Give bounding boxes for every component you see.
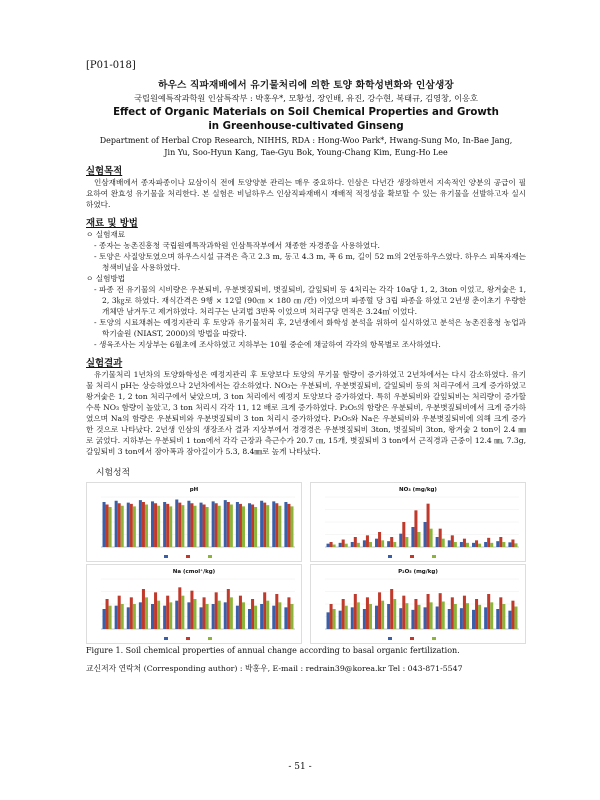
- methods-item: - 토양의 시료채취는 예정지관리 후 토양과 유기물처리 후, 2년생에서 화학성 분석을 위하여 실시하였고 분석은 농촌진흥청 농업과학기술원 (NIAST, 2000)의 방법을 따랐다.: [94, 318, 526, 338]
- bar-preparation: [127, 503, 130, 547]
- bar-preparation: [363, 540, 366, 547]
- bar-2nd: [333, 545, 336, 548]
- bar-2nd: [266, 505, 269, 547]
- bar-preparation: [424, 522, 427, 547]
- bar-1st: [251, 505, 254, 548]
- bar-preparation: [175, 500, 178, 548]
- authors-korean: 국립원예특작과학원 인삼특작부 : 박홍우*, 모황성, 장인배, 유진, 강수현, 복태규, 김영창, 이응호: [134, 93, 478, 103]
- legend-swatch: [432, 637, 436, 640]
- bar-preparation: [363, 609, 366, 629]
- bar-2nd: [357, 602, 360, 629]
- bar-preparation: [339, 543, 342, 547]
- figure-label: 시험성적: [96, 468, 130, 478]
- bar-1st: [154, 503, 157, 547]
- bar-2nd: [169, 506, 172, 547]
- bar-2nd: [514, 607, 517, 630]
- bar-1st: [427, 504, 430, 547]
- bar-1st: [366, 535, 369, 547]
- bar-preparation: [103, 609, 106, 629]
- bar-preparation: [115, 606, 118, 629]
- bar-1st: [287, 504, 290, 547]
- bar-2nd: [417, 532, 420, 547]
- bar-2nd: [454, 542, 457, 547]
- bar-2nd: [181, 505, 184, 547]
- bar-preparation: [224, 602, 227, 629]
- bar-2nd: [193, 506, 196, 547]
- bar-preparation: [351, 607, 354, 629]
- bar-preparation: [115, 501, 118, 547]
- bar-1st: [178, 587, 181, 629]
- bar-2nd: [145, 597, 148, 629]
- legend-swatch: [410, 637, 414, 640]
- title-korean: 하우스 직파재배에서 유기물처리에 의한 토양 화학성변화와 인삼생장: [158, 80, 454, 91]
- figure-caption: Figure 1. Soil chemical properties of annual change according to basal organic fertilization.: [86, 646, 460, 655]
- bar-1st: [342, 540, 345, 548]
- bar-2nd: [193, 599, 196, 629]
- bar-1st: [215, 592, 218, 629]
- page-number: - 51 -: [288, 762, 312, 772]
- bar-2nd: [157, 601, 160, 629]
- bar-1st: [354, 594, 357, 629]
- bar-2nd: [133, 506, 136, 547]
- bar-1st: [142, 589, 145, 629]
- corresponding-author: 교신저자 연락처 (Corresponding author) : 박홍우, E-mail : redrain39@korea.kr Tel : 043-871-5547: [86, 664, 463, 673]
- bar-2nd: [502, 542, 505, 547]
- bar-preparation: [236, 502, 239, 547]
- bar-1st: [499, 597, 502, 629]
- bar-preparation: [484, 542, 487, 547]
- bar-2nd: [502, 604, 505, 629]
- bar-preparation: [139, 602, 142, 629]
- legend-swatch: [208, 637, 212, 640]
- bar-2nd: [333, 609, 336, 629]
- bar-1st: [330, 604, 333, 629]
- chart-svg: [87, 565, 301, 643]
- bar-preparation: [327, 544, 330, 547]
- affiliation-english: Department of Herbal Crop Research, NIHHS, RDA : Hong-Woo Park*, Hwang-Sung Mo, In-Bae Jang,: [99, 136, 513, 145]
- bar-2nd: [266, 601, 269, 629]
- bar-preparation: [508, 611, 511, 629]
- bar-1st: [499, 537, 502, 547]
- materials-heading: 재료 및 방법: [86, 218, 138, 229]
- bar-1st: [130, 597, 133, 629]
- bar-preparation: [236, 606, 239, 629]
- bar-1st: [487, 538, 490, 547]
- bar-2nd: [218, 506, 221, 547]
- bar-1st: [511, 540, 514, 548]
- bar-preparation: [260, 501, 263, 547]
- bar-2nd: [405, 603, 408, 629]
- bar-1st: [414, 510, 417, 547]
- bar-1st: [239, 596, 242, 629]
- bar-2nd: [145, 505, 148, 548]
- bar-preparation: [375, 606, 378, 629]
- bar-1st: [451, 597, 454, 629]
- bar-preparation: [327, 612, 330, 629]
- methods-item: - 생육조사는 지상부는 6월초에 조사하였고 지하부는 10월 중순에 채굴하여 각각의 항목별로 조사하였다.: [94, 340, 441, 349]
- bar-2nd: [514, 543, 517, 547]
- bar-2nd: [109, 507, 112, 547]
- bar-preparation: [151, 604, 154, 629]
- paper-page: [86, 60, 526, 674]
- legend-swatch: [186, 637, 190, 640]
- bar-preparation: [472, 610, 475, 629]
- bar-2nd: [393, 542, 396, 547]
- bar-1st: [402, 522, 405, 547]
- bar-preparation: [339, 611, 342, 629]
- bar-2nd: [278, 602, 281, 629]
- legend-swatch: [164, 637, 168, 640]
- paper-code: [P01-018]: [86, 60, 136, 71]
- chart-svg: [311, 565, 525, 643]
- bar-1st: [263, 592, 266, 629]
- bar-2nd: [290, 506, 293, 547]
- bar-preparation: [387, 541, 390, 547]
- bar-1st: [142, 502, 145, 547]
- bar-2nd: [490, 602, 493, 629]
- bar-preparation: [496, 609, 499, 629]
- bar-1st: [487, 594, 490, 629]
- bar-preparation: [103, 502, 106, 547]
- methods-bullet: ㅇ 실험방법: [86, 274, 126, 283]
- bar-1st: [463, 596, 466, 629]
- bar-2nd: [381, 601, 384, 629]
- bar-2nd: [230, 505, 233, 548]
- bar-2nd: [357, 543, 360, 547]
- bar-1st: [239, 504, 242, 547]
- materials-bullet: ㅇ 실험재료: [86, 230, 126, 239]
- bar-preparation: [448, 609, 451, 629]
- chart-title: Na (cmol⁺/kg): [172, 569, 216, 575]
- bar-preparation: [411, 527, 414, 547]
- bar-1st: [227, 502, 230, 547]
- chart-svg: [311, 483, 525, 561]
- bar-2nd: [254, 606, 257, 629]
- bar-2nd: [466, 543, 469, 547]
- legend-swatch: [432, 555, 436, 558]
- bar-1st: [342, 599, 345, 629]
- bar-1st: [118, 503, 121, 547]
- title-english-line2: in Greenhouse-cultivated Ginseng: [208, 121, 404, 132]
- bar-preparation: [460, 608, 463, 629]
- bar-preparation: [472, 543, 475, 547]
- bar-1st: [166, 504, 169, 547]
- bar-1st: [118, 596, 121, 629]
- bar-1st: [190, 591, 193, 629]
- bar-1st: [366, 597, 369, 629]
- chart-na: [86, 564, 302, 644]
- bar-2nd: [345, 606, 348, 629]
- bar-1st: [402, 596, 405, 629]
- legend-swatch: [186, 555, 190, 558]
- bar-1st: [251, 599, 254, 629]
- bar-preparation: [212, 604, 215, 629]
- bar-preparation: [387, 604, 390, 629]
- bar-preparation: [436, 537, 439, 547]
- bar-2nd: [121, 604, 124, 629]
- legend-swatch: [410, 555, 414, 558]
- bar-2nd: [478, 544, 481, 547]
- bar-preparation: [460, 542, 463, 547]
- figure-panel: [86, 482, 526, 642]
- bar-1st: [427, 594, 430, 629]
- bar-2nd: [381, 540, 384, 547]
- bar-preparation: [248, 609, 251, 629]
- bar-preparation: [272, 501, 275, 547]
- bar-2nd: [430, 602, 433, 629]
- bar-preparation: [399, 608, 402, 629]
- bar-preparation: [151, 501, 154, 547]
- bar-1st: [378, 592, 381, 629]
- bar-2nd: [369, 604, 372, 629]
- purpose-heading: 실험목적: [86, 166, 123, 177]
- bar-1st: [275, 594, 278, 629]
- bar-preparation: [375, 539, 378, 547]
- bar-1st: [354, 537, 357, 547]
- bar-preparation: [212, 501, 215, 547]
- bar-preparation: [127, 607, 130, 629]
- bar-2nd: [242, 602, 245, 629]
- bar-2nd: [345, 544, 348, 547]
- chart-title: NO₃ (mg/kg): [399, 487, 437, 493]
- bar-2nd: [278, 506, 281, 547]
- bar-1st: [511, 601, 514, 629]
- bar-2nd: [454, 604, 457, 629]
- bar-2nd: [242, 506, 245, 547]
- bar-preparation: [139, 500, 142, 547]
- bar-2nd: [417, 605, 420, 629]
- bar-preparation: [260, 604, 263, 629]
- materials-item: - 종자는 농촌진흥청 국립원예특작과학원 인삼특작부에서 채종한 자경종을 사용하였다.: [94, 241, 380, 250]
- bar-preparation: [284, 502, 287, 547]
- bar-2nd: [206, 604, 209, 629]
- bar-2nd: [430, 529, 433, 547]
- bar-2nd: [230, 597, 233, 629]
- bar-1st: [106, 505, 109, 548]
- bar-1st: [263, 503, 266, 547]
- bar-preparation: [224, 500, 227, 547]
- chart-title: pH: [189, 487, 199, 493]
- bar-1st: [475, 540, 478, 547]
- bar-2nd: [290, 604, 293, 629]
- bar-1st: [439, 529, 442, 547]
- bar-1st: [190, 503, 193, 547]
- bar-preparation: [351, 542, 354, 547]
- bar-preparation: [411, 610, 414, 629]
- chart-p2o5: [310, 564, 526, 644]
- bar-1st: [215, 503, 218, 547]
- results-heading: 실험결과: [86, 358, 123, 369]
- bar-2nd: [405, 537, 408, 547]
- bar-1st: [451, 535, 454, 547]
- bar-1st: [330, 542, 333, 547]
- bar-2nd: [478, 605, 481, 629]
- bar-preparation: [424, 607, 427, 629]
- bar-2nd: [109, 606, 112, 629]
- bar-2nd: [133, 604, 136, 629]
- chart-no3: [310, 482, 526, 562]
- bar-1st: [203, 597, 206, 629]
- methods-item: - 파종 전 유기물의 시비량은 우분퇴비, 우분볏짚퇴비, 볏짚퇴비, 갈잎퇴비 등 4처리는 각각 10a당 1, 2, 3ton 이었고, 왕겨숯은 1, 2, 3㎏로 하였다. 재식간격은 9행 × 12열 (90㎝ × 180 ㎝ /칸) 이었으며 파종혈 당 3립 파종을 하였고 2년생 춘이초기 우량한 개체만 남겨두고 제거하였다. 처리구는 난괴법 3반복 이었으며 처리구당 면적은 3.24㎡ 이었다.: [94, 285, 526, 316]
- legend-swatch: [388, 637, 392, 640]
- bar-1st: [390, 589, 393, 629]
- bar-preparation: [163, 502, 166, 547]
- bar-1st: [106, 599, 109, 629]
- bar-1st: [154, 592, 157, 629]
- bar-2nd: [466, 603, 469, 629]
- bar-2nd: [206, 507, 209, 547]
- bar-2nd: [254, 507, 257, 547]
- bar-2nd: [442, 602, 445, 630]
- bar-2nd: [369, 542, 372, 547]
- title-english-line1: Effect of Organic Materials on Soil Chemical Properties and Growth: [113, 107, 499, 118]
- bar-1st: [130, 504, 133, 547]
- bar-1st: [227, 589, 230, 629]
- chart-ph: [86, 482, 302, 562]
- bar-2nd: [490, 543, 493, 547]
- bar-preparation: [163, 606, 166, 629]
- legend-swatch: [388, 555, 392, 558]
- bar-preparation: [200, 503, 203, 547]
- bar-preparation: [496, 541, 499, 547]
- legend-swatch: [164, 555, 168, 558]
- bar-preparation: [284, 607, 287, 629]
- bar-2nd: [157, 506, 160, 547]
- bar-preparation: [508, 542, 511, 547]
- bar-2nd: [169, 602, 172, 629]
- bar-preparation: [187, 501, 190, 547]
- bar-preparation: [272, 606, 275, 629]
- bar-1st: [390, 537, 393, 547]
- bar-preparation: [448, 540, 451, 547]
- results-text: 유기물처리 1년차의 토양화학성은 예정지관리 후 토양보다 토양의 무기물 함량이 증가하였고 2년차에서는 다시 감소하였다. 유기물 처리시 pH는 상승하였으나 2년차에서는 감소하였다. NO₃는 우분퇴비, 우분볏짚퇴비, 갈잎퇴비 등의 처리구에서 크게 증가하였고 왕겨숯은 1, 2 ton 처리구에서 낮았으며, 3 ton 처리에서 예정지 토양보다 증가하였다. 특히 우분퇴비와 갈잎퇴비는 처리량이 증가할수록 NO₃ 함량이 높았고, 3 ton 처리시 각각 11, 12 배로 크게 증가하였다. P₂O₅의 함량은 우분퇴비, 우분볏짚퇴비에서 크게 증가하였으며 Na의 함량은 우분퇴비와 우분볏짚퇴비 3 ton 처리시 증가하였다. P₂O₅와 Na은 우분퇴비와 우분볏짚퇴비에 의해 크게 증가한 것으로 나타났다. 2년생 인삼의 생장조사 결과 지상부에서 경경경은 우분볏짚퇴비 3ton, 볏짚퇴비 3ton, 왕겨숯 2 ton이 2.4 ㎜로 굵었다. 지하부는 우분퇴비 1 ton에서 각각 근장과 측근수가 20.7 ㎝, 15개, 볏짚퇴비 3 ton에서 근직경과 근중이 12.4 ㎜, 7.3g, 갈잎퇴비 3 ton에서 잠아폭과 잠아길이가 5.3, 8.4㎜로 높게 나타났다.: [86, 370, 526, 456]
- bar-1st: [166, 596, 169, 629]
- bar-1st: [463, 539, 466, 547]
- materials-item: - 토양은 사질양토였으며 하우스시설 규격은 측고 2.3 m, 동고 4.3 m, 폭 6 m, 길이 52 m의 2연동하우스였다. 하우스 피복자재는 청색비닐을 사용하였다.: [94, 252, 526, 272]
- bar-preparation: [436, 607, 439, 630]
- bar-2nd: [218, 601, 221, 629]
- bar-preparation: [399, 534, 402, 547]
- bar-2nd: [121, 506, 124, 547]
- bar-2nd: [442, 539, 445, 547]
- purpose-text: 인삼재배에서 종자파종이나 묘삼이식 전에 토양양분 관리는 매우 중요하다. 인삼은 다년간 생장하면서 지속적인 양분의 공급이 필요하여 완효성 유기물을 처리한다. 본 실험은 비닐하우스 인삼직파재배시 재배적 적정성을 확보할 수 있는 유기물을 선발하고자 실시하였다.: [86, 178, 526, 209]
- bar-1st: [414, 599, 417, 629]
- authors-english: Jin Yu, Soo-Hyun Kang, Tae-Gyu Bok, Young-Chang Kim, Eung-Ho Lee: [164, 148, 448, 157]
- bar-2nd: [181, 596, 184, 629]
- chart-title: P₂O₅ (mg/kg): [398, 569, 438, 575]
- bar-1st: [178, 503, 181, 547]
- legend-swatch: [208, 555, 212, 558]
- bar-preparation: [200, 607, 203, 629]
- bar-1st: [378, 532, 381, 547]
- bar-1st: [275, 503, 278, 547]
- chart-svg: [87, 483, 301, 561]
- bar-2nd: [393, 599, 396, 629]
- bar-preparation: [187, 602, 190, 629]
- bar-preparation: [248, 503, 251, 547]
- bar-preparation: [484, 607, 487, 629]
- bar-1st: [475, 599, 478, 629]
- bar-1st: [287, 597, 290, 629]
- bar-1st: [203, 505, 206, 548]
- bar-preparation: [175, 601, 178, 629]
- bar-1st: [439, 593, 442, 629]
